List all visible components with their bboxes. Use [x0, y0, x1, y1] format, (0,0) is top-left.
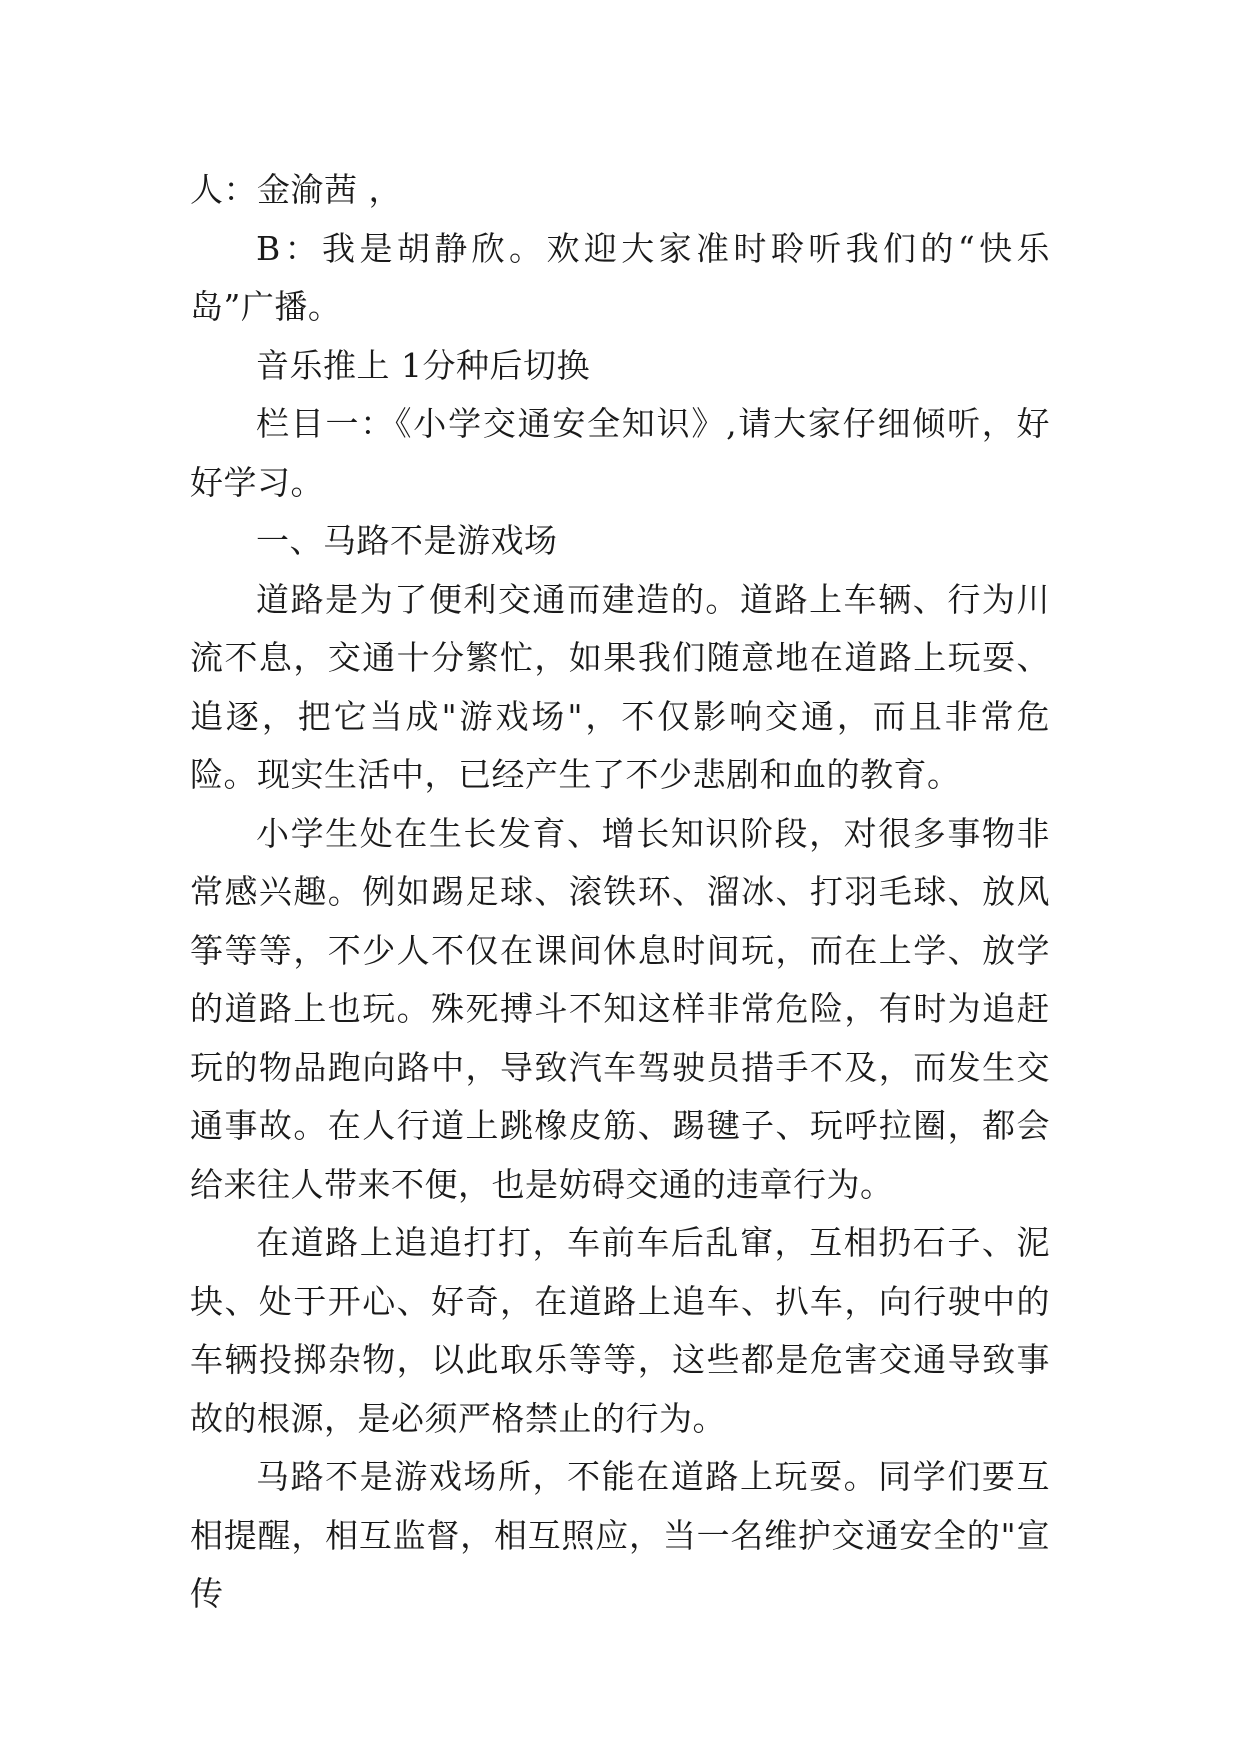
paragraph-body: 在道路上追追打打，车前车后乱窜，互相扔石子、泥块、处于开心、好奇，在道路上追车、扒车，向行驶中的车辆投掷杂物，以此取乐等等，这些都是危害交通导致事故的根源，是必须严格禁止的行为。	[190, 1223, 1050, 1438]
document-body	[190, 161, 1050, 1624]
paragraph-body: 道路是为了便利交通而建造的。道路上车辆、行为川流不息，交通十分繁忙，如果我们随意地在道路上玩耍、追逐，把它当成"游戏场"，不仅影响交通，而且非常危险。现实生活中，已经产生了不少悲剧和血的教育。	[190, 579, 1050, 794]
paragraph-welcome: B：我是胡静欣。欢迎大家准时聆听我们的“快乐岛”广播。	[190, 228, 1050, 326]
paragraph-column-intro: 栏目一：《小学交通安全知识》,请大家仔细倾听，好好学习。	[190, 404, 1050, 502]
paragraph-music-cue: 音乐推上 1分种后切换	[256, 345, 590, 385]
section-heading: 一、马路不是游戏场	[256, 521, 558, 560]
paragraph-speaker-line: 人：金渝茜 ，	[190, 170, 402, 209]
paragraph-body: 马路不是游戏场所，不能在道路上玩耍。同学们要互相提醒，相互监督，相互照应，当一名维护交通安全的"宣传	[190, 1457, 1050, 1613]
paragraph-body: 小学生处在生长发育、增长知识阶段，对很多事物非常感兴趣。例如踢足球、滚铁环、溜冰、打羽毛球、放风筝等等，不少人不仅在课间休息时间玩，而在上学、放学的道路上也玩。殊死搏斗不知这样非常危险，有时为追赶玩的物品跑向路中，导致汽车驾驶员措手不及，而发生交通事故。在人行道上跳橡皮筋、踢毽子、玩呼拉圈，都会给来往人带来不便，也是妨碍交通的违章行为。	[190, 813, 1050, 1204]
